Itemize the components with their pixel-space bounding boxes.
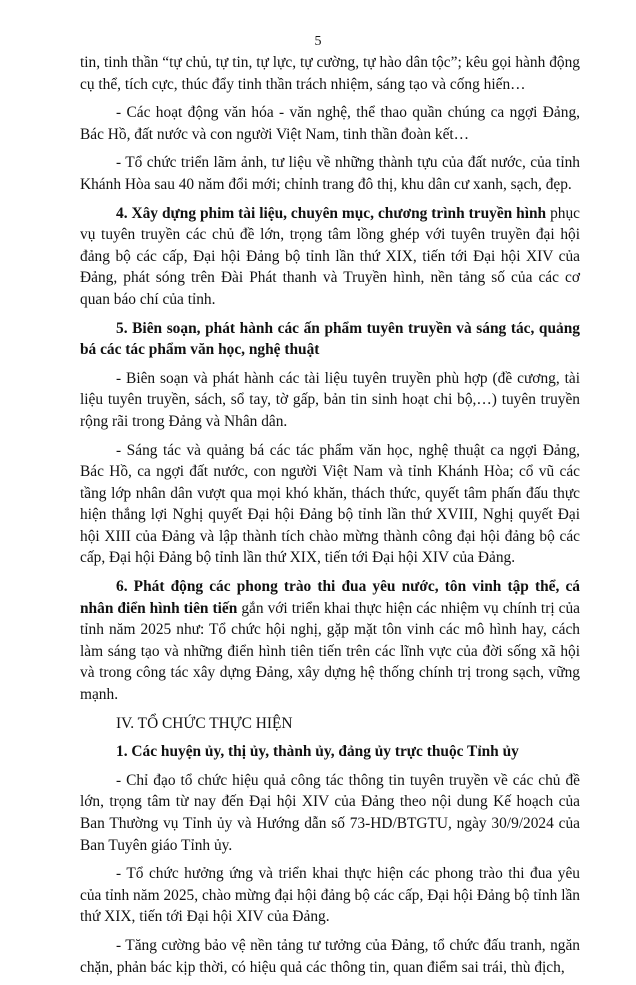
paragraph (80, 203, 580, 311)
paragraph (80, 368, 580, 433)
paragraph-bold-heading: 1. Các huyện ủy, thị ủy, thành ủy, đảng ủy trực thuộc Tỉnh ủy (116, 743, 519, 761)
paragraph-bold-heading: 4. Xây dựng phim tài liệu, chuyên mục, chương trình truyền hình (116, 204, 547, 222)
paragraph-text: - Tổ chức triển lãm ảnh, tư liệu về những thành tựu của đất nước, của tỉnh Khánh Hòa sau 40 năm đổi mới; chỉnh trang đô thị, khu dân cư xanh, sạch, đẹp. (80, 154, 580, 193)
paragraph-text: IV. TỔ CHỨC THỰC HIỆN (116, 714, 293, 732)
document-body (80, 52, 580, 985)
paragraph (80, 318, 580, 361)
paragraph-text: gắn với triển khai thực hiện các nhiệm vụ chính trị của tỉnh năm 2025 như: Tổ chức hội nghị, gặp mặt tôn vinh các mô hình hay, cách làm sáng tạo và những điển hình tiên tiến trên các lĩnh vực của đời sống xã hội và trong công tác xây dựng Đảng, xây dựng hệ thống chính trị trong sạch, vững mạnh. (80, 599, 580, 704)
paragraph (80, 152, 580, 195)
paragraph-text: - Biên soạn và phát hành các tài liệu tuyên truyền phù hợp (đề cương, tài liệu tuyên truyền, sách, sổ tay, tờ gấp, bản tin sinh hoạt chi bộ,…) tuyên truyền rộng rãi trong Đảng và Nhân dân. (80, 369, 580, 430)
paragraph (80, 863, 580, 928)
paragraph (80, 713, 580, 735)
paragraph-bold-heading: 6. Phát động các phong trào thi đua yêu nước, tôn vinh tập thể, cá nhân điển hình tiên tiến (80, 578, 580, 617)
paragraph (80, 770, 580, 856)
paragraph-text: phục vụ tuyên truyền các chủ đề lớn, trọng tâm lồng ghép với tuyên truyền đại hội đảng bộ các cấp, Đại hội Đảng bộ tỉnh lần thứ XIX, tiến tới Đại hội XIV của Đảng, phát sóng trên Đài Phát thanh và Truyền hình, nền tảng số của các cơ quan báo chí của tỉnh. (80, 204, 580, 308)
paragraph (80, 576, 580, 706)
paragraph (80, 935, 580, 978)
paragraph-text: - Tăng cường bảo vệ nền tảng tư tưởng của Đảng, tổ chức đấu tranh, ngăn chặn, phản bác kịp thời, có hiệu quả các thông tin, quan điểm sai trái, thù địch, (80, 936, 580, 976)
paragraph (80, 102, 580, 145)
paragraph (80, 741, 580, 763)
page-number: 5 (314, 34, 322, 49)
paragraph-text: - Sáng tác và quảng bá các tác phẩm văn học, nghệ thuật ca ngợi Đảng, Bác Hồ, ca ngợi đất nước, con người Việt Nam và tỉnh Khánh Hòa; cổ vũ các tầng lớp nhân dân vượt qua mọi khó khăn, thách thức, quyết tâm phấn đấu thực hiện thắng lợi Nghị quyết Đại hội Đảng bộ tỉnh lần thứ XVIII, Nghị quyết Đại hội XIII của Đảng và lập thành tích chào mừng thành công đại hội đảng bộ các cấp, Đại hội Đảng bộ tỉnh lần thứ XIX, tiến tới Đại hội XIV của Đảng. (80, 441, 580, 567)
paragraph (80, 52, 580, 95)
paragraph-text: - Chỉ đạo tổ chức hiệu quả công tác thông tin tuyên truyền về các chủ đề lớn, trọng tâm từ nay đến Đại hội XIV của Đảng theo nội dung Kế hoạch của Ban Thường vụ Tỉnh ủy và Hướng dẫn số 73-HD/BTGTU, ngày 30/9/2024 của Ban Tuyên giáo Tỉnh ủy. (80, 771, 580, 854)
paragraph (80, 440, 580, 570)
paragraph-bold-heading: 5. Biên soạn, phát hành các ấn phẩm tuyên truyền và sáng tác, quảng bá các tác phẩm văn học, nghệ thuật (80, 319, 580, 359)
paragraph-text: tin, tinh thần “tự chủ, tự tin, tự lực, tự cường, tự hào dân tộc”; kêu gọi hành động cụ thể, tích cực, thúc đẩy tinh thần trách nhiệm, sáng tạo và cống hiến… (80, 54, 580, 93)
paragraph-text: - Các hoạt động văn hóa - văn nghệ, thể thao quần chúng ca ngợi Đảng, Bác Hồ, đất nước và con người Việt Nam, tinh thần đoàn kết… (80, 104, 580, 143)
paragraph-text: - Tổ chức hưởng ứng và triển khai thực hiện các phong trào thi đua yêu của tỉnh năm 2025, chào mừng đại hội đảng bộ các cấp, Đại hội Đảng bộ tỉnh lần thứ XIX, tiến tới Đại hội XIV của Đảng. (80, 865, 580, 926)
